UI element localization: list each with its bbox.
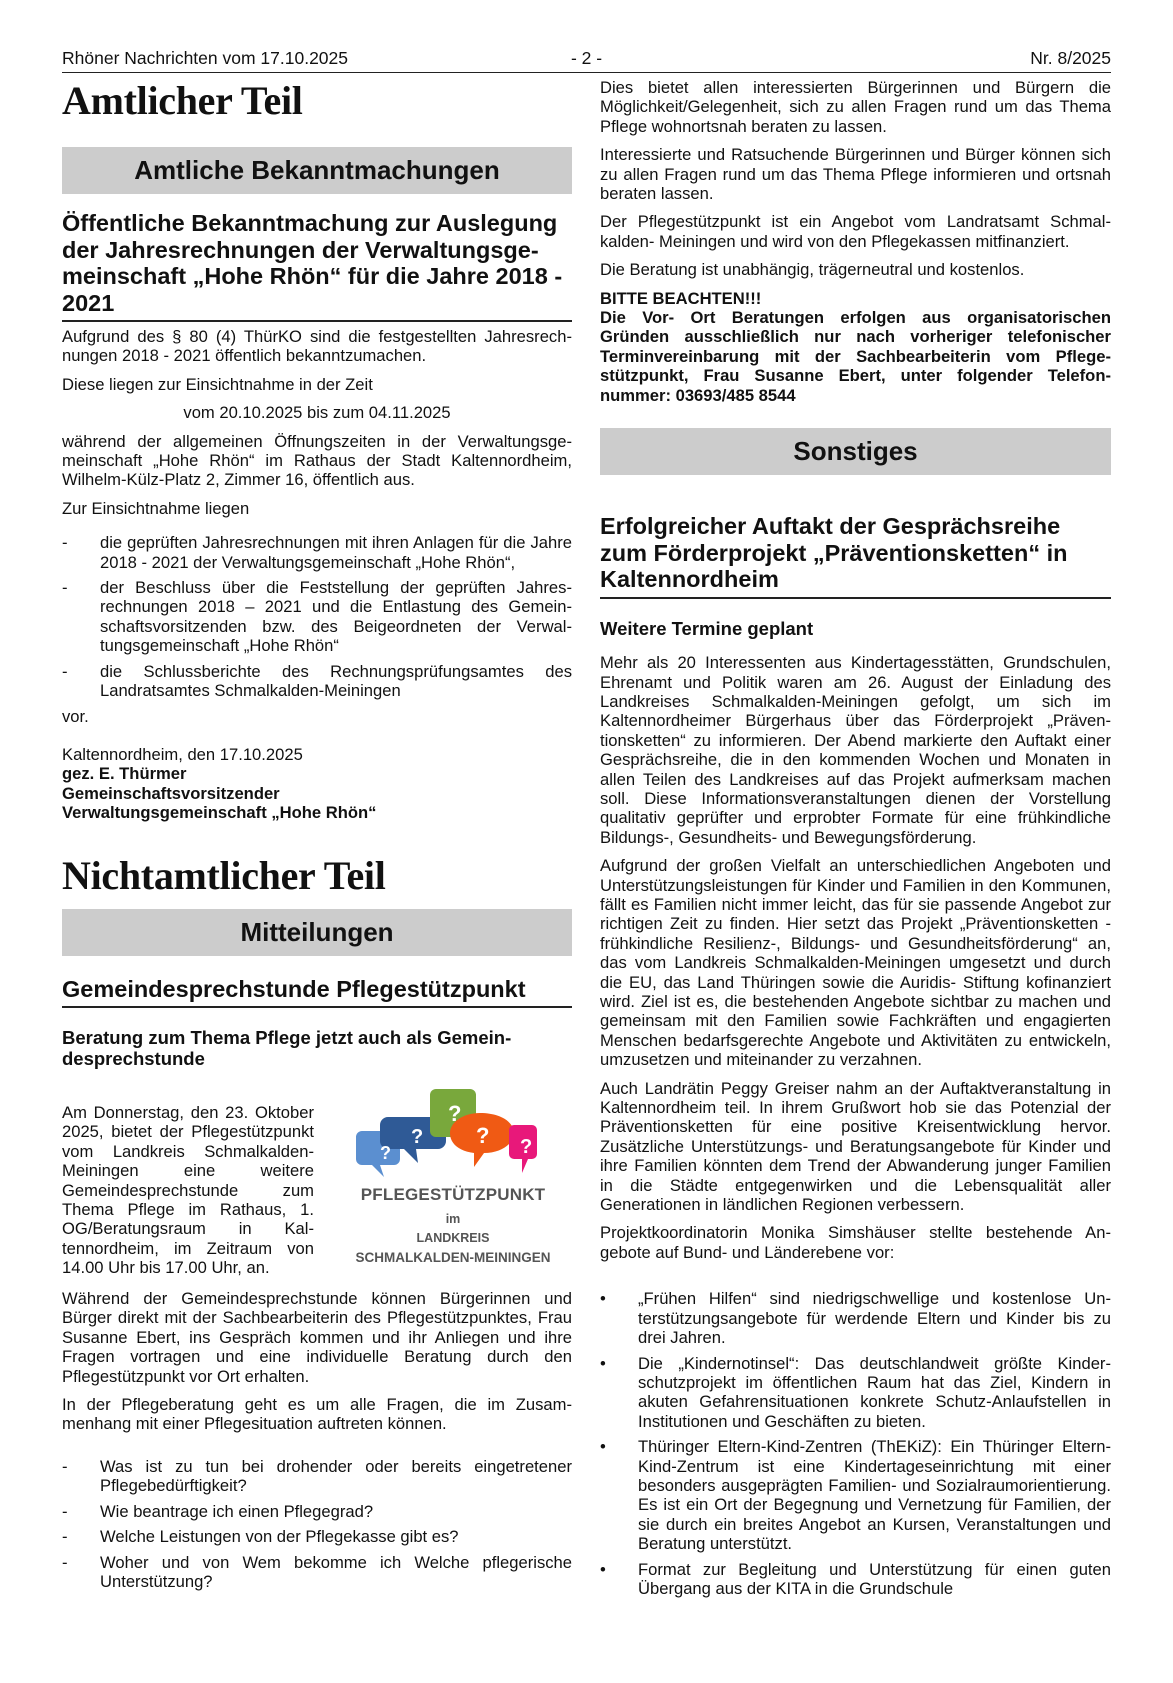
- publication-date: Rhöner Nachrichten vom 17.10.2025: [62, 48, 349, 68]
- signature-name: gez. E. Thürmer: [62, 764, 187, 784]
- dash-marker: -: [62, 578, 68, 598]
- bullet-marker: •: [600, 1437, 606, 1457]
- paragraph: Aufgrund des § 80 (4) ThürKO sind die festgestellten Jahresrechnungen 2018 - 2021 öffentlich bekanntzumachen.: [62, 327, 572, 366]
- left-column: [62, 78, 572, 1597]
- dash-marker: -: [62, 1552, 68, 1572]
- dash-marker: -: [62, 1501, 68, 1521]
- paragraph: Auch Landrätin Peggy Greiser nahm an der Auftaktveranstaltung in Kaltennordheim teil. In ihrem Grußwort hob sie das Potenzial der Präventionsketten für eine positive Kreisentwicklung hervor. Zusätzliche Unterstützungs- und Beratungsangebote für Kinder und ihre Familien könnten dem Trend der Abwanderung junger Familien in die Städte entgegenwirken und die Lebensqualität aller Generationen in ländlichen Regionen verbessern.: [600, 1078, 1111, 1215]
- list-item: - Welche Leistungen von der Pflegekasse gibt es?: [62, 1527, 459, 1547]
- offers-list: [600, 1289, 1111, 1598]
- bullet-marker: •: [600, 1353, 606, 1373]
- paragraph: Interessierte und Ratsuchende Bürgerinnen und Bürger können sich zu allen Fragen rund um das Thema Pflege informieren und ortsnah beraten lassen.: [600, 145, 1111, 204]
- bullet-marker: •: [600, 1559, 606, 1579]
- article-title-praeventionsketten: Erfolgreicher Auftakt der Gesprächsreihe zum Förderprojekt „Präventionsketten“ in Kaltennordheim: [600, 513, 1111, 599]
- paragraph: In der Pflegeberatung geht es um alle Fragen, die im Zusammenhang mit einer Pflegesituation auftreten können.: [62, 1395, 572, 1434]
- part-title-nichtamtlich: Nichtamtlicher Teil: [62, 852, 386, 898]
- paragraph: Aufgrund der großen Vielfalt an unterschiedlichen Angeboten und Unterstützungsleistungen für Kinder und Familien in den Kommunen, fällt es Familien nicht immer leicht, das für sie passende Angebot zur richtigen Zeit zu finden. Hier setzt das Projekt „Präventionsketten - frühkindliche Resilienz-, Bildungs- und Gesundheitsförderung“ an, das vom Landkreis Schmalkalden-Meiningen umgesetzt und durch die EU, das Land Thüringen sowie die Auridis- Stiftung kofinanziert wird. Ziel ist es, die bestehenden Angebote sichtbar zu machen und gemeinsam mit den Familien sowie Fachkräften und engagierten Menschen bedarfsgerechte Angebote und Aktivitäten zu entwickeln, umzusetzen und miteinander zu verzahnen.: [600, 856, 1111, 1070]
- paragraph: Am Donnerstag, den 23. Oktober 2025, bietet der Pflegestützpunkt vom Landkreis Schmalkalden- Meiningen eine weitere Gemeindesprechstunde zum Thema Pflege im Rathaus, 1. OG/Beratungsraum in Kaltennordheim, im Zeitraum von 14.00 Uhr bis 17.00 Uhr, an.: [62, 1103, 314, 1278]
- dash-marker: -: [62, 1456, 68, 1476]
- page-header: [62, 48, 1111, 73]
- article-title-pflegestuetzpunkt: Gemeindesprechstunde Pflegestützpunkt: [62, 976, 572, 1009]
- documents-list: [62, 533, 572, 700]
- notice-body: Die Vor- Ort Beratungen erfolgen aus organisatorischen Gründen ausschließlich nur nach vorheriger telefonischer Terminvereinbarung mit der Sachbearbeiterin vom Pflegestützpunkt, Frau Susanne Ebert, unter folgender Telefonnummer: 03693/485 8544: [600, 308, 1111, 405]
- article-subtitle: Beratung zum Thema Pflege jetzt auch als Gemeindesprechstunde: [62, 1027, 512, 1069]
- svg-text:?: ?: [411, 1126, 424, 1149]
- notice-heading: BITTE BEACHTEN!!!: [600, 288, 762, 308]
- section-bar-sonstiges: Sonstiges: [600, 428, 1111, 475]
- article-subtitle: Weitere Termine geplant: [600, 617, 814, 639]
- pflegestuetzpunkt-logo: [334, 1083, 572, 1283]
- paragraph: Der Pflegestützpunkt ist ein Angebot vom Landratsamt Schmalkalden- Meiningen und wird von den Pflegekassen mitfinanziert.: [600, 212, 1111, 251]
- logo-line: PFLEGESTÜTZPUNKT: [360, 1185, 546, 1205]
- paragraph: Während der Gemeindesprechstunde können Bürgerinnen und Bürger direkt mit der Sachbearbeiterin des Pflegestützpunktes, Frau Susanne Ebert, ins Gespräch kommen und ihr Anliegen und ihre Fragen vortragen und eine individuelle Beratung durch den Pflegestützpunkt vor Ort erhalten.: [62, 1289, 572, 1386]
- issue-number: Nr. 8/2025: [1030, 48, 1111, 68]
- questions-list: [62, 1457, 572, 1591]
- paragraph: während der allgemeinen Öffnungszeiten in der Verwaltungsgemeinschaft „Hohe Rhön“ im Rathaus der Stadt Kaltennordheim, Wilhelm-Külz-Platz 2, Zimmer 16, öffentlich aus.: [62, 431, 572, 490]
- paragraph: Mehr als 20 Interessenten aus Kindertagesstätten, Grundschulen, Ehrenamt und Politik waren am 26. August der Einladung des Landkreises Schmalkalden-Meiningen gefolgt, um sich im Kaltennordheimer Bürgerhaus über das Förderprojekt „Präventionsketten“ zu informieren. Der Abend markierte den Auftakt einer Gesprächsreihe, die in den kommenden Wochen und Monaten in allen Teilen des Landkreises auf das Projekt aufmerksam machen soll. Diese Informationsveranstaltungen dienen der Vorstellung qualitativ geprüfter und erprobter Formate für eine frühkindliche Bildungs-, Gesundheits- und Bewegungsförderung.: [600, 653, 1111, 847]
- signature-role: Gemeinschaftsvorsitzender: [62, 783, 280, 803]
- svg-text:?: ?: [520, 1136, 533, 1159]
- intro-with-logo: [62, 1083, 572, 1283]
- bullet-marker: •: [600, 1289, 606, 1309]
- paragraph: vor.: [62, 706, 89, 726]
- section-bar-bekanntmachungen: Amtliche Bekanntmachungen: [62, 147, 572, 194]
- svg-text:?: ?: [380, 1143, 391, 1164]
- article-title-jahresrechnungen: Öffentliche Bekanntmachung zur Auslegung der Jahresrechnungen der Verwaltungsgemeinschaft „Hohe Rhön“ für die Jahre 2018 - 2021: [62, 210, 572, 322]
- list-item: • Thüringer Eltern-Kind-Zentren (ThEKiZ): Ein Thüringer Eltern-Kind-Zentrum ist eine Kindertageseinrichtung mit einer besonders ausgeprägten Familien- und Sozialraumorientierung. Es ist ein Ort der Begegnung und Vernetzung für Familien, der sie durch ein breites Angebot an Kursen, Veranstaltungen und Beratung unterstützt.: [600, 1437, 1111, 1554]
- svg-text:?: ?: [448, 1101, 462, 1127]
- paragraph: Die Beratung ist unabhängig, trägerneutral und kostenlos.: [600, 260, 1025, 280]
- list-item: - der Beschluss über die Feststellung der geprüften Jahresrechnungen 2018 – 2021 und die Entlastung des Gemeinschaftsvorsitzenden bzw. des Beigeordneten der Verwaltungsgemeinschaft „Hohe Rhön“: [62, 578, 572, 656]
- dash-marker: -: [62, 1527, 68, 1547]
- paragraph: Projektkoordinatorin Monika Simshäuser stellte bestehende Angebote auf Bund- und Länderebene vor:: [600, 1223, 1111, 1262]
- inspection-dates: vom 20.10.2025 bis zum 04.11.2025: [183, 403, 451, 423]
- list-item: • „Frühen Hilfen“ sind niedrigschwellige und kostenlose Unterstützungsangebote für werdende Eltern und Kinder bis zu drei Jahren.: [600, 1289, 1111, 1348]
- paragraph: Dies bietet allen interessierten Bürgerinnen und Bürgern die Möglichkeit/Gelegenheit, sich zu allen Fragen rund um das Thema Pflege wohnortsnah beraten zu lassen.: [600, 78, 1111, 136]
- place-date: Kaltennordheim, den 17.10.2025: [62, 744, 303, 764]
- speech-bubbles-icon: [354, 1083, 554, 1183]
- list-item: - Woher und von Wem bekomme ich Welche pflegerische Unterstützung?: [62, 1552, 572, 1591]
- list-item: • Die „Kindernotinsel“: Das deutschlandweit größte Kinderschutzprojekt im öffentlichen Raum hat das Ziel, Kindern in akuten Gefahrensituationen konkrete Schutz-Anlaufstellen in Institutionen und Geschäften zu bieten.: [600, 1353, 1111, 1431]
- part-title-amtlich: Amtlicher Teil: [62, 78, 303, 123]
- list-item: - Wie beantrage ich einen Pflegegrad?: [62, 1501, 374, 1521]
- svg-text:?: ?: [476, 1123, 490, 1149]
- right-column: [600, 78, 1111, 1604]
- dash-marker: -: [62, 533, 68, 553]
- signature-org: Verwaltungsgemeinschaft „Hohe Rhön“: [62, 803, 377, 823]
- logo-line: LANDKREIS: [416, 1231, 490, 1246]
- list-item: - die geprüften Jahresrechnungen mit ihren Anlagen für die Jahre 2018 - 2021 der Verwaltungsgemeinschaft „Hohe Rhön“,: [62, 533, 572, 572]
- list-item: • Format zur Begleitung und Unterstützung für einen guten Übergang aus der KITA in die Grundschule: [600, 1559, 1111, 1598]
- dash-marker: -: [62, 661, 68, 681]
- signature-block: [62, 745, 572, 823]
- paragraph: Diese liegen zur Einsichtnahme in der Zeit: [62, 374, 373, 394]
- list-item: - Was ist zu tun bei drohender oder bereits eingetretener Pflegebedürftigkeit?: [62, 1456, 572, 1496]
- section-bar-mitteilungen: Mitteilungen: [62, 909, 572, 956]
- logo-line: SCHMALKALDEN-MEININGEN: [355, 1250, 551, 1266]
- list-item: - die Schlussberichte des Rechnungsprüfungsamtes des Landratsamtes Schmalkalden-Meiningen: [62, 661, 572, 701]
- page-number: - 2 -: [570, 48, 603, 68]
- paragraph: Zur Einsichtnahme liegen: [62, 498, 250, 518]
- logo-line: im: [445, 1212, 461, 1227]
